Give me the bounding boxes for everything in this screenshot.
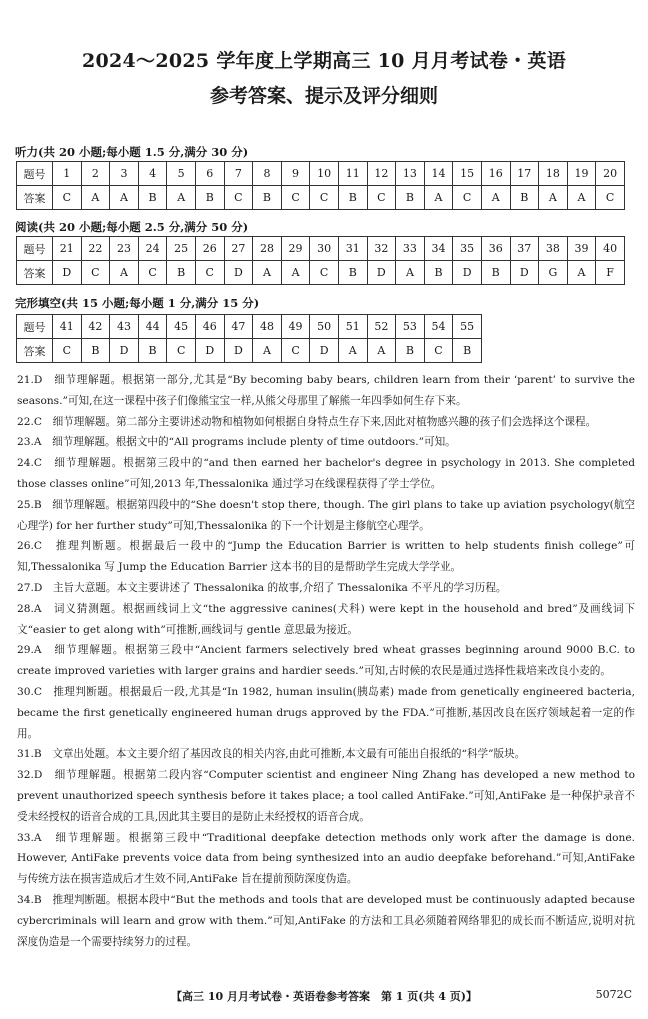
item-number: 29.A xyxy=(17,644,42,657)
question-number: 18 xyxy=(539,162,568,186)
question-number: 53 xyxy=(396,315,425,339)
item-number: 22.C xyxy=(17,415,42,428)
question-number: 28 xyxy=(253,237,282,261)
question-number: 4 xyxy=(138,162,167,186)
row-label: 答案 xyxy=(17,261,53,285)
question-number: 17 xyxy=(510,162,539,186)
answer-cell: C xyxy=(167,339,196,363)
explanation-item xyxy=(17,599,635,641)
item-number: 25.B xyxy=(17,498,42,511)
question-number: 51 xyxy=(338,315,367,339)
answer-cell: C xyxy=(53,186,82,210)
item-number: 31.B xyxy=(17,748,42,761)
section-heading-cloze: 完形填空(共 15 小题;每小题 1 分,满分 15 分) xyxy=(15,296,260,310)
explanation-item xyxy=(17,412,635,433)
explanation-item xyxy=(17,765,635,827)
explanation-item xyxy=(17,495,635,537)
answer-cell: B xyxy=(510,186,539,210)
question-number: 9 xyxy=(281,162,310,186)
answer-cell: C xyxy=(138,261,167,285)
answer-cell: A xyxy=(367,339,396,363)
item-text: 推理判断题。根据本段中“But the methods and tools that are developed must be continuously adapted because cybercriminals will learn and grow with them.”可知,AntiFake 的方法和工具必须随着网络罪犯的成长而不断适应,说明对抗深度伪造是一个需要持续努力的过程。 xyxy=(17,893,636,948)
answer-cell: B xyxy=(338,261,367,285)
answer-cell: A xyxy=(567,186,596,210)
question-number: 12 xyxy=(367,162,396,186)
question-number: 46 xyxy=(195,315,224,339)
question-number: 20 xyxy=(596,162,625,186)
explanation-item xyxy=(17,828,635,890)
item-text: 细节理解题。根据第三段中“Ancient farmers selectively bred wheat grasses beginning around 9000 B.C. to create improved varieties with larger grains and hardier seeds.”可知,古时候的农民是通过选择性栽培来改良小麦的。 xyxy=(17,644,635,678)
item-text: 细节理解题。根据文中的“All programs include plenty of time outdoors.”可知。 xyxy=(52,436,456,449)
answer-cell: A xyxy=(338,339,367,363)
section-heading-reading: 阅读(共 20 小题;每小题 2.5 分,满分 50 分) xyxy=(15,220,249,234)
answer-cell: C xyxy=(195,261,224,285)
answer-cell: B xyxy=(138,186,167,210)
answer-cell: A xyxy=(253,261,282,285)
answer-cell: B xyxy=(481,261,510,285)
question-number: 2 xyxy=(81,162,110,186)
answer-cell: A xyxy=(481,186,510,210)
item-number: 32.D xyxy=(17,769,43,782)
answer-cell: B xyxy=(167,261,196,285)
answer-cell: C xyxy=(224,186,253,210)
explanation-item xyxy=(17,432,635,453)
answer-cell: B xyxy=(396,186,425,210)
question-number: 54 xyxy=(424,315,453,339)
explanation-item xyxy=(17,370,635,412)
question-number: 32 xyxy=(367,237,396,261)
question-number: 44 xyxy=(138,315,167,339)
answer-cell: D xyxy=(310,339,339,363)
table-row-answers xyxy=(17,186,625,210)
page-title: 2024～2025 学年度上学期高三 10 月月考试卷・英语 xyxy=(81,50,567,72)
item-number: 23.A xyxy=(17,436,42,449)
explanation-item xyxy=(17,744,635,765)
question-number: 1 xyxy=(53,162,82,186)
answer-cell: C xyxy=(424,339,453,363)
answer-cell: D xyxy=(195,339,224,363)
page-subtitle: 参考答案、提示及评分细则 xyxy=(209,85,438,107)
row-label: 题号 xyxy=(17,162,53,186)
question-number: 21 xyxy=(53,237,82,261)
answer-cell: F xyxy=(596,261,625,285)
table-row-numbers xyxy=(17,237,625,261)
explanation-item xyxy=(17,682,635,744)
table-row-numbers xyxy=(17,162,625,186)
question-number: 34 xyxy=(424,237,453,261)
question-number: 25 xyxy=(167,237,196,261)
item-text: 细节理解题。根据第三段中“Traditional deepfake detection methods only work after the damage is done. However, AntiFake prevents voice data from being synthesized into an audio deepfake beforehand.”可知,AntiFake 与传统方法在损害造成后才生效不同,AntiFake 旨在提前预防深度伪造。 xyxy=(17,831,636,886)
question-number: 27 xyxy=(224,237,253,261)
question-number: 8 xyxy=(253,162,282,186)
page-footer: 【高三 10 月月考试卷・英语卷参考答案 第 1 页(共 4 页)】 xyxy=(170,990,477,1003)
answer-cell: A xyxy=(110,261,139,285)
row-label: 题号 xyxy=(17,237,53,261)
answer-cell: C xyxy=(310,261,339,285)
item-text: 词义猜测题。根据画线词上文“the aggressive canines(犬科) were kept in the household and bred”及画线词下文“easier to get along with”可推断,画线词与 gentle 意思最为接近。 xyxy=(17,602,636,636)
item-number: 24.C xyxy=(17,457,42,470)
answer-cell: C xyxy=(367,186,396,210)
answer-cell: B xyxy=(453,339,482,363)
answer-cell: D xyxy=(110,339,139,363)
question-number: 11 xyxy=(338,162,367,186)
explanation-item xyxy=(17,536,635,578)
question-number: 55 xyxy=(453,315,482,339)
question-number: 40 xyxy=(596,237,625,261)
question-number: 6 xyxy=(195,162,224,186)
question-number: 22 xyxy=(81,237,110,261)
item-text: 细节理解题。根据第四段中的“She doesn't stop there, though. The girl plans to take up aviation psychology(航空心理学) for her further study”可知,Thessalonika 的下一个计划是主修航空心理学。 xyxy=(17,498,635,532)
question-number: 5 xyxy=(167,162,196,186)
answer-cell: A xyxy=(253,339,282,363)
question-number: 48 xyxy=(253,315,282,339)
answer-cell: A xyxy=(81,186,110,210)
answer-cell: A xyxy=(567,261,596,285)
item-number: 33.A xyxy=(17,831,42,844)
question-number: 16 xyxy=(481,162,510,186)
question-number: 39 xyxy=(567,237,596,261)
explanation-item xyxy=(17,640,635,682)
answer-cell: B xyxy=(81,339,110,363)
answer-cell: B xyxy=(138,339,167,363)
row-label: 题号 xyxy=(17,315,53,339)
document-code: 5072C xyxy=(595,988,632,1001)
question-number: 10 xyxy=(310,162,339,186)
answer-cell: C xyxy=(281,186,310,210)
item-text: 推理判断题。根据最后一段中的“Jump the Education Barrier is written to help students finish college”可知,Thessalonika 写 Jump the Education Barrier 这本书的目的是帮助学生完成大学学业。 xyxy=(17,540,636,574)
explanation-item xyxy=(17,453,635,495)
question-number: 36 xyxy=(481,237,510,261)
explanation-item xyxy=(17,578,635,599)
row-label: 答案 xyxy=(17,186,53,210)
answer-cell: C xyxy=(310,186,339,210)
question-number: 24 xyxy=(138,237,167,261)
question-number: 41 xyxy=(53,315,82,339)
question-number: 7 xyxy=(224,162,253,186)
question-number: 19 xyxy=(567,162,596,186)
item-text: 文章出处题。本文主要介绍了基因改良的相关内容,由此可推断,本文最有可能出自报纸的“科学”版块。 xyxy=(52,748,526,761)
answer-cell: D xyxy=(224,339,253,363)
answer-cell: C xyxy=(453,186,482,210)
question-number: 26 xyxy=(195,237,224,261)
item-text: 主旨大意题。本文主要讲述了 Thessalonika 的故事,介绍了 Thessalonika 不平凡的学习历程。 xyxy=(52,581,507,594)
table-row-answers xyxy=(17,261,625,285)
item-text: 细节理解题。第二部分主要讲述动物和植物如何根据自身特点生存下来,因此对植物感兴趣的孩子们会选择这个课程。 xyxy=(52,415,597,428)
answer-cell: B xyxy=(253,186,282,210)
item-number: 27.D xyxy=(17,581,43,594)
item-number: 26.C xyxy=(17,540,42,553)
question-number: 31 xyxy=(338,237,367,261)
answer-cell: A xyxy=(281,261,310,285)
answer-cell: C xyxy=(596,186,625,210)
question-number: 29 xyxy=(281,237,310,261)
answer-cell: B xyxy=(396,339,425,363)
explanation-list xyxy=(17,370,635,952)
answer-cell: A xyxy=(539,186,568,210)
question-number: 3 xyxy=(110,162,139,186)
section-heading-listening: 听力(共 20 小题;每小题 1.5 分,满分 30 分) xyxy=(15,145,249,159)
question-number: 52 xyxy=(367,315,396,339)
item-text: 推理判断题。根据最后一段,尤其是“In 1982, human insulin(胰岛素) made from genetically engineered bacteria, became the first genetically engineered human drugs approved by the FDA.”可推断,基因改良在医疗领域起着一定的作用。 xyxy=(17,685,635,740)
item-text: 细节理解题。根据第三段中的“and then earned her bachelor's degree in psychology in 2013. She completed those classes online”可知,2013 年,Thessalonika 通过学习在线课程获得了学士学位。 xyxy=(17,457,635,490)
answer-cell: B xyxy=(338,186,367,210)
row-label: 答案 xyxy=(17,339,53,363)
item-text: 细节理解题。根据第一部分,尤其是“By becoming baby bears, children learn from their ‘parent’ to survive the seasons.”可知,在这一课程中孩子们像熊宝宝一样,从熊父母那里了解熊一年四季如何生存下来。 xyxy=(17,374,635,407)
answer-cell: D xyxy=(53,261,82,285)
table-row-answers xyxy=(17,339,482,363)
item-number: 21.D xyxy=(17,374,43,386)
question-number: 43 xyxy=(110,315,139,339)
table-row-numbers xyxy=(17,315,482,339)
question-number: 35 xyxy=(453,237,482,261)
question-number: 47 xyxy=(224,315,253,339)
answer-cell: A xyxy=(396,261,425,285)
question-number: 15 xyxy=(453,162,482,186)
item-number: 30.C xyxy=(17,685,42,698)
answer-cell: D xyxy=(510,261,539,285)
answer-cell: A xyxy=(424,186,453,210)
item-number: 34.B xyxy=(17,893,42,906)
question-number: 38 xyxy=(539,237,568,261)
question-number: 23 xyxy=(110,237,139,261)
answer-cell: A xyxy=(110,186,139,210)
answer-table-listening xyxy=(16,161,625,210)
explanation-item xyxy=(17,890,635,952)
question-number: 49 xyxy=(281,315,310,339)
question-number: 50 xyxy=(310,315,339,339)
answer-cell: C xyxy=(81,261,110,285)
answer-table-reading xyxy=(16,236,625,285)
question-number: 45 xyxy=(167,315,196,339)
question-number: 13 xyxy=(396,162,425,186)
question-number: 14 xyxy=(424,162,453,186)
answer-cell: D xyxy=(367,261,396,285)
question-number: 30 xyxy=(310,237,339,261)
item-text: 细节理解题。根据第二段内容“Computer scientist and engineer Ning Zhang has developed a new method to prevent unauthorized speech synthesis before it takes place; a tool called AntiFake.”可知,AntiFake 是一种保护录音不受未经授权的语音合成的工具,因此其主要目的是防止未经授权的语音合成。 xyxy=(17,769,635,823)
answer-cell: G xyxy=(539,261,568,285)
answer-cell: C xyxy=(53,339,82,363)
answer-table-cloze xyxy=(16,314,482,363)
answer-cell: D xyxy=(453,261,482,285)
question-number: 42 xyxy=(81,315,110,339)
answer-cell: D xyxy=(224,261,253,285)
answer-cell: B xyxy=(424,261,453,285)
item-number: 28.A xyxy=(17,602,42,615)
answer-cell: B xyxy=(195,186,224,210)
answer-cell: C xyxy=(281,339,310,363)
question-number: 37 xyxy=(510,237,539,261)
question-number: 33 xyxy=(396,237,425,261)
answer-cell: A xyxy=(167,186,196,210)
